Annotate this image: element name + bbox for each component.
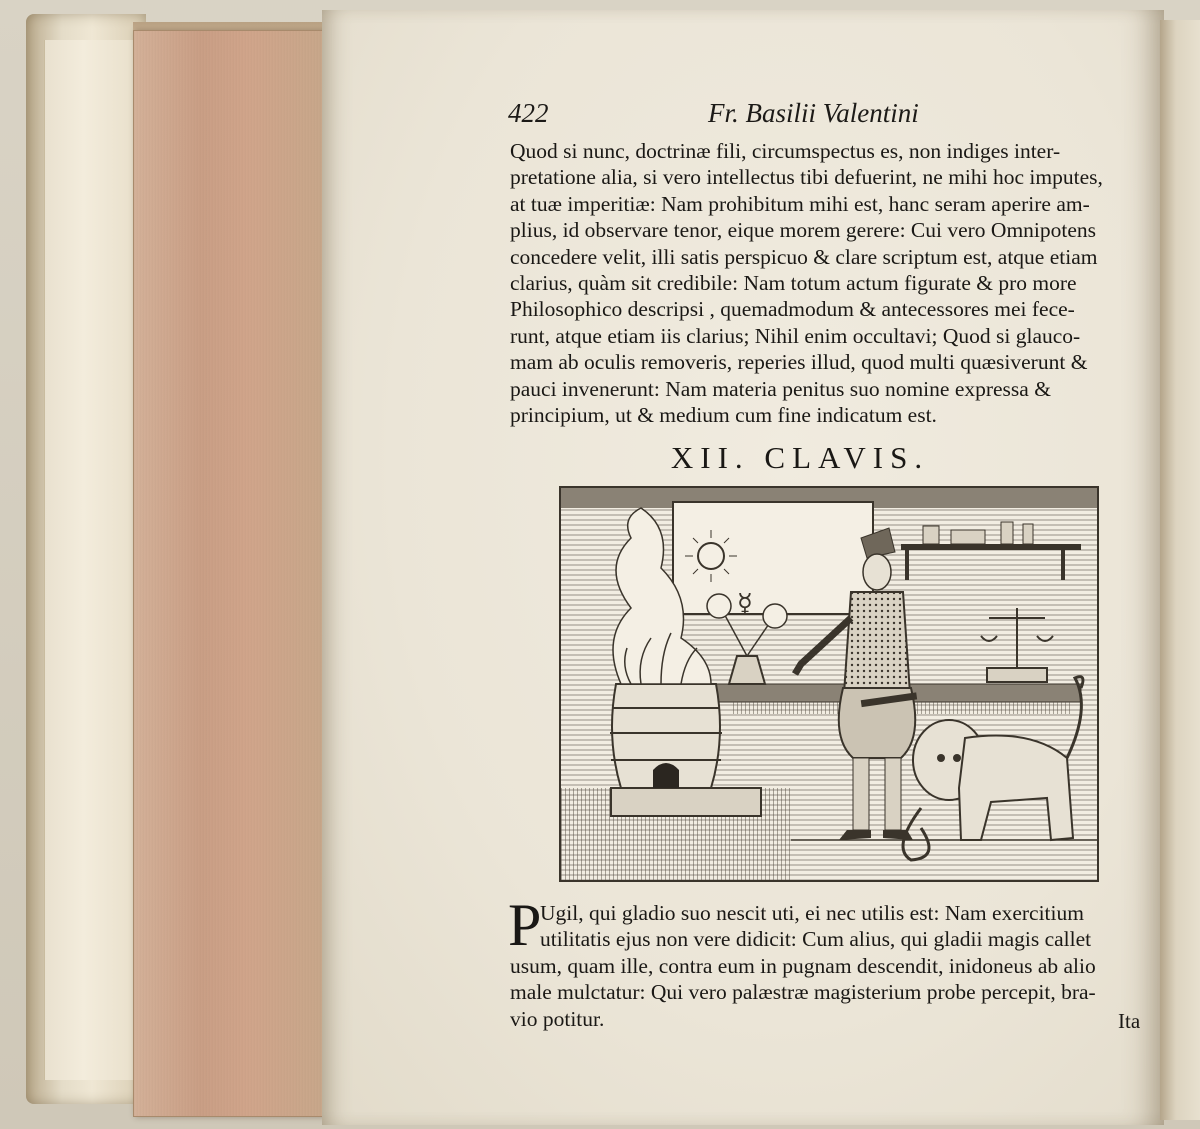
page-header [508,98,968,138]
text-line: runt, atque etiam iis clarius; Nihil enim occultavi; Quod si glauco- [510,323,1081,348]
text-line: vio potitur. [510,1006,605,1031]
endpaper [44,40,141,1080]
text-line: Quod si nunc, doctrinæ fili, circumspectus es, non indiges inter- [510,139,1061,163]
shelf-box-icon [951,530,985,544]
page-block-edge [133,30,325,1117]
paragraph-2 [510,900,1160,1032]
text-line: pretatione alia, si vero intellectus tibi defuerint, ne mihi hoc imputes, [510,165,1103,190]
text-line: plius, id observare tenor, eique morem gerere: Cui vero Omnipotens [510,218,1097,243]
shelf-jar-icon [923,526,939,544]
paragraph-1 [510,138,1160,428]
page-number: 422 [508,98,549,128]
facing-page-edge [1160,20,1200,1120]
text-line: mam ab oculis removeris, reperies illud, quod multi quæsiverunt & [510,350,1088,375]
text-line: Ugil, qui gladio suo nescit uti, ei nec utilis est: Nam exercitium [540,901,1084,925]
text-line: at tuæ imperitiæ: Nam prohibitum mihi est, hanc seram aperire am- [510,191,1090,216]
text-line: clarius, quàm sit credibile: Nam totum actum figurate & pro more [510,270,1077,295]
shelf [901,544,1081,550]
drop-cap: P [508,892,542,958]
text-line: pauci invenerunt: Nam materia penitus suo nomine expressa & [510,376,1051,401]
shelf-vessel-icon [1001,522,1013,544]
text-line: Philosophico descripsi , quemadmodum & antecessores mei fece- [510,297,1075,322]
text-line: male mulctatur: Qui vero palæstræ magisterium probe percepit, bra- [510,980,1096,1005]
catchword: Ita [1118,1009,1141,1033]
engraving-svg [561,488,1097,880]
sun-icon [698,543,724,569]
text-line: usum, quam ille, contra eum in pugnam descendit, inidoneus ab alio [510,953,1096,978]
text-line: principium, ut & medium cum fine indicatum est. [510,402,937,427]
engraving-illustration [559,486,1099,882]
running-head: Fr. Basilii Valentini [708,98,919,128]
section-heading: XII. CLAVIS. [670,440,930,475]
text-line: utilitatis ejus non vere didicit: Cum alius, qui gladii magis callet [540,927,1092,952]
svg-text:☿: ☿ [737,589,753,619]
text-line: concedere velit, illi satis perspicuo & clare scriptum est, atque etiam [510,244,1098,269]
